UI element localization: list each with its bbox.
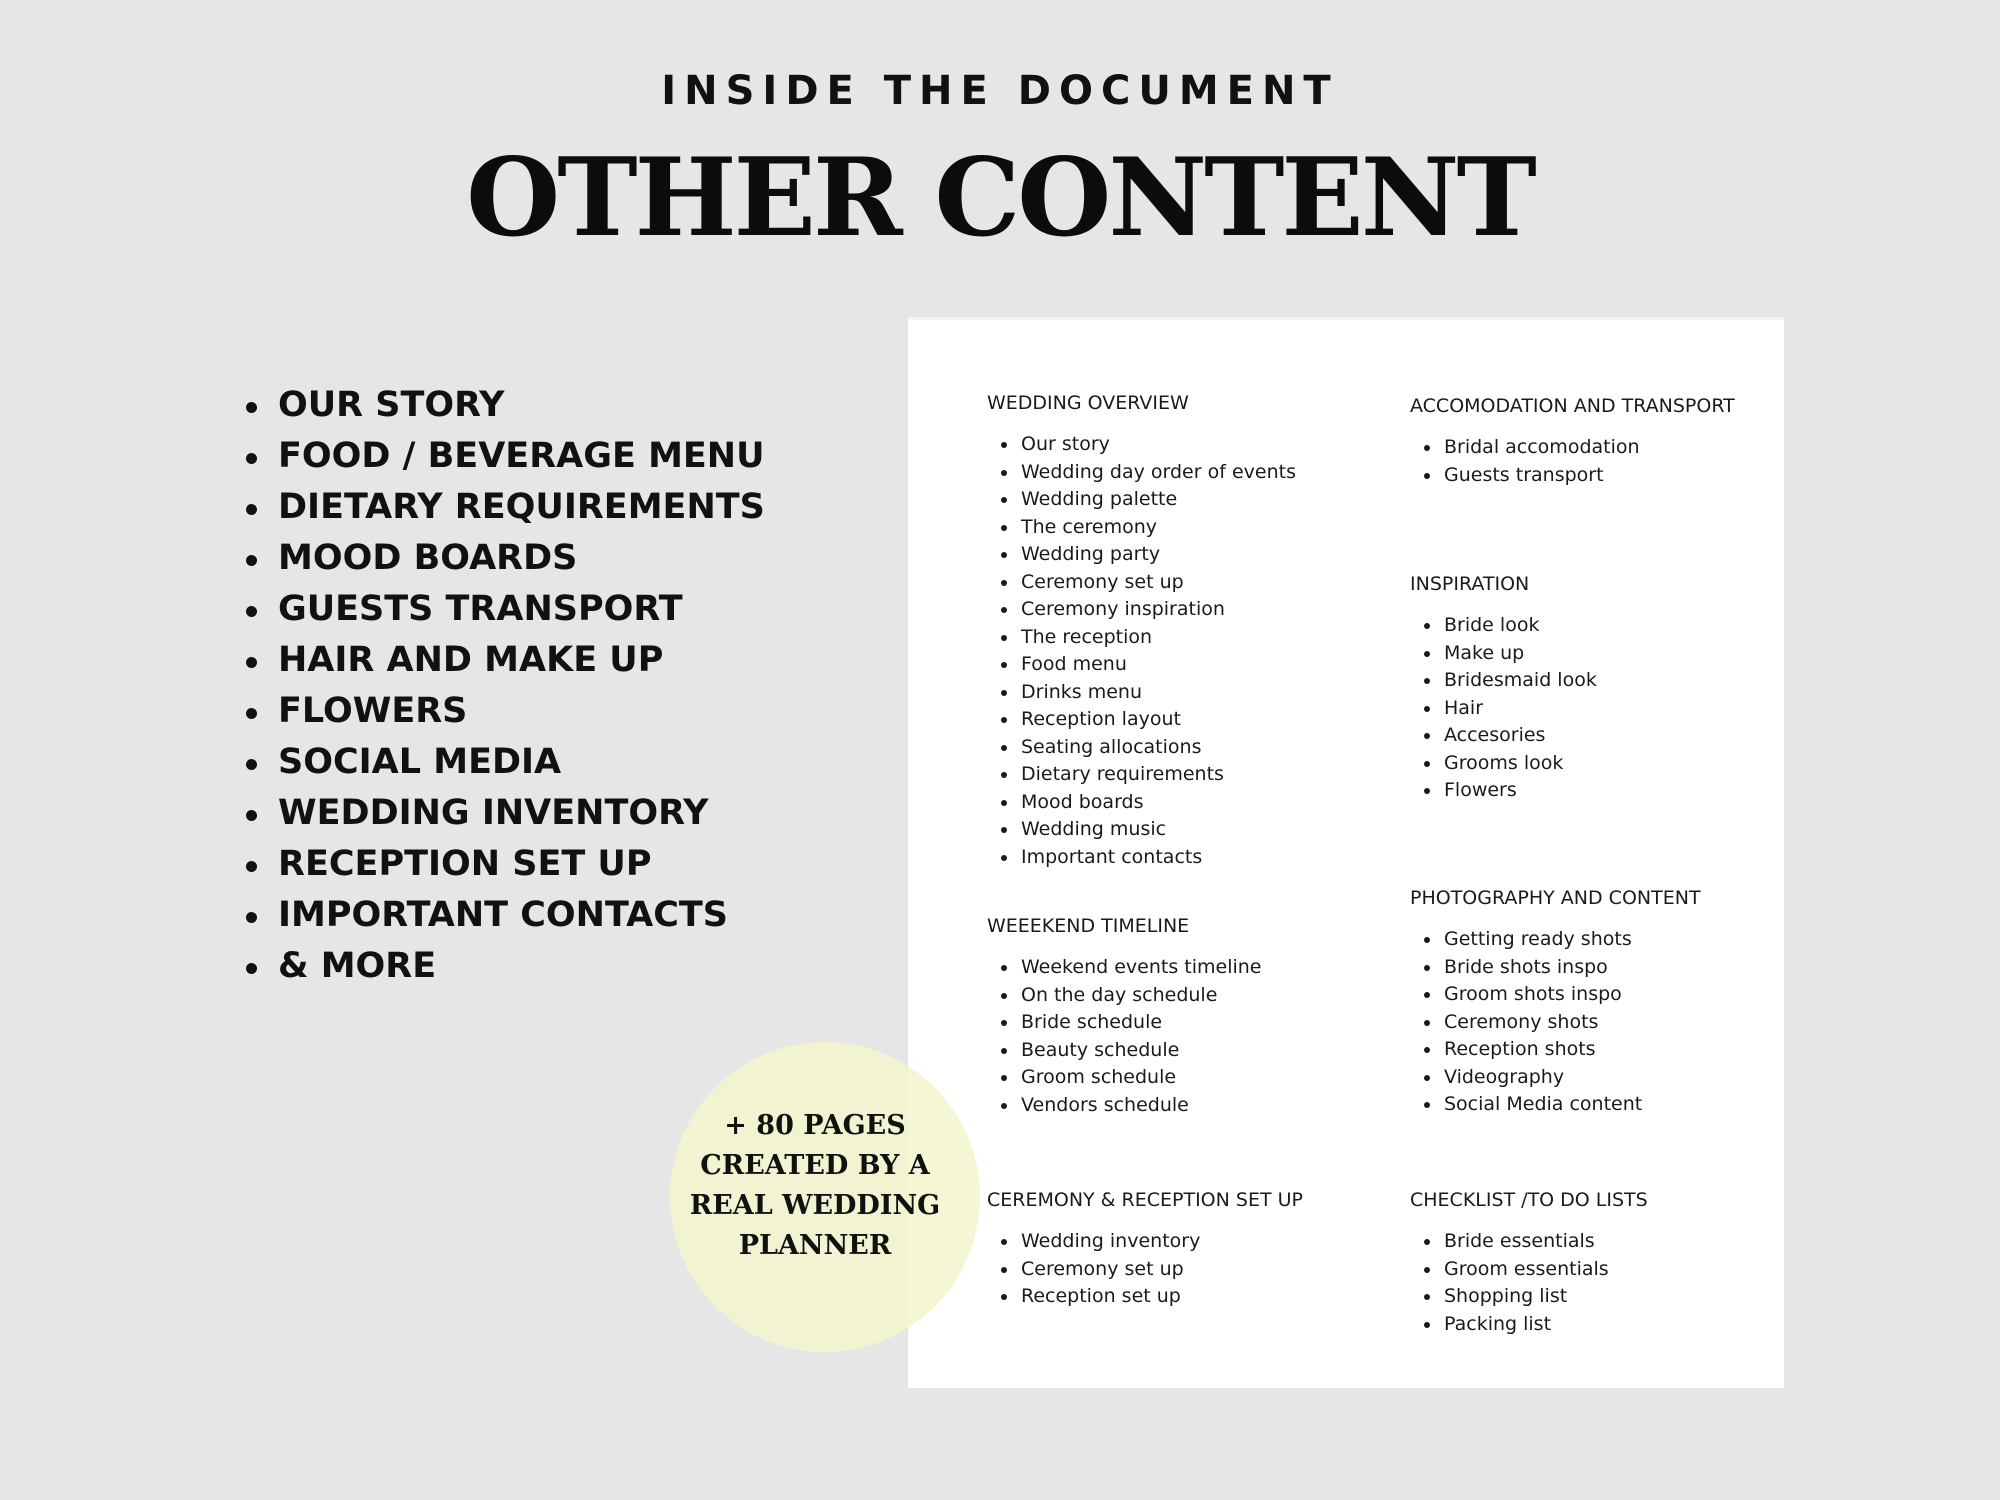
list-item: Packing list (1410, 1311, 1810, 1339)
section-heading: CEREMONY & RECEPTION SET UP (987, 1189, 1303, 1211)
list-item: MOOD BOARDS (242, 533, 765, 584)
list-item: Drinks menu (987, 679, 1387, 707)
section-checklist (1410, 1187, 1810, 1338)
list-item: Reception set up (987, 1283, 1387, 1311)
list-item: Guests transport (1410, 462, 1810, 490)
list-item: Ceremony set up (987, 569, 1387, 597)
section-heading: PHOTOGRAPHY AND CONTENT (1410, 887, 1701, 909)
page-title: OTHER CONTENT (466, 135, 1534, 261)
list-item: Reception shots (1410, 1036, 1810, 1064)
list-item: Ceremony set up (987, 1256, 1387, 1284)
badge-line: PLANNER (738, 1230, 892, 1261)
section-inspiration (1410, 571, 1810, 805)
pages-badge (670, 1042, 980, 1352)
section-heading: WEDDING OVERVIEW (987, 392, 1189, 414)
list-item: Bride schedule (987, 1009, 1387, 1037)
badge-line: CREATED BY A (700, 1150, 930, 1181)
list-item: Getting ready shots (1410, 926, 1810, 954)
section-list (987, 431, 1387, 871)
list-item: Bride look (1410, 612, 1810, 640)
list-item: Make up (1410, 640, 1810, 668)
list-item: Our story (987, 431, 1387, 459)
list-item: Wedding day order of events (987, 459, 1387, 487)
list-item: Bride shots inspo (1410, 954, 1810, 982)
list-item: Social Media content (1410, 1091, 1810, 1119)
list-item: Vendors schedule (987, 1092, 1387, 1120)
list-item: Beauty schedule (987, 1037, 1387, 1065)
badge-line: + 80 PAGES (724, 1110, 906, 1141)
badge-line: REAL WEDDING (689, 1190, 941, 1221)
list-item: GUESTS TRANSPORT (242, 584, 765, 635)
list-item: Ceremony inspiration (987, 596, 1387, 624)
badge-text (685, 1106, 945, 1266)
section-list (1410, 612, 1810, 805)
list-item: OUR STORY (242, 380, 765, 431)
list-item: Groom schedule (987, 1064, 1387, 1092)
list-item: Videography (1410, 1064, 1810, 1092)
section-list (987, 1228, 1387, 1311)
section-weekend-timeline (987, 913, 1387, 1119)
list-item: The ceremony (987, 514, 1387, 542)
page-kicker: INSIDE THE DOCUMENT (661, 68, 1339, 114)
list-item: Flowers (1410, 777, 1810, 805)
section-ceremony-reception-set-up (987, 1187, 1387, 1311)
list-item: & MORE (242, 941, 765, 992)
list-item: Bridesmaid look (1410, 667, 1810, 695)
list-item: Mood boards (987, 789, 1387, 817)
list-item: Important contacts (987, 844, 1387, 872)
section-heading: WEEEKEND TIMELINE (987, 915, 1190, 937)
section-wedding-overview (987, 390, 1387, 871)
list-item: On the day schedule (987, 982, 1387, 1010)
list-item: Bride essentials (1410, 1228, 1810, 1256)
list-item: SOCIAL MEDIA (242, 737, 765, 788)
list-item: Accesories (1410, 722, 1810, 750)
list-item: Dietary requirements (987, 761, 1387, 789)
list-item: The reception (987, 624, 1387, 652)
list-item: Wedding palette (987, 486, 1387, 514)
list-item: Wedding inventory (987, 1228, 1387, 1256)
section-heading: INSPIRATION (1410, 573, 1530, 595)
list-item: Groom essentials (1410, 1256, 1810, 1284)
section-photography-content (1410, 885, 1810, 1119)
list-item: Groom shots inspo (1410, 981, 1810, 1009)
list-item: Shopping list (1410, 1283, 1810, 1311)
feature-list (242, 380, 765, 992)
section-accomodation-transport (1410, 393, 1810, 489)
list-item: Seating allocations (987, 734, 1387, 762)
list-item: FLOWERS (242, 686, 765, 737)
list-item: Wedding music (987, 816, 1387, 844)
document-preview-card (908, 320, 1784, 1388)
list-item: HAIR AND MAKE UP (242, 635, 765, 686)
section-list (1410, 434, 1810, 489)
list-item: Ceremony shots (1410, 1009, 1810, 1037)
section-heading: CHECKLIST /TO DO LISTS (1410, 1189, 1648, 1211)
section-list (1410, 1228, 1810, 1338)
section-list (987, 954, 1387, 1119)
list-item: Food menu (987, 651, 1387, 679)
list-item: RECEPTION SET UP (242, 839, 765, 890)
list-item: Hair (1410, 695, 1810, 723)
list-item: Reception layout (987, 706, 1387, 734)
section-list (1410, 926, 1810, 1119)
list-item: Wedding party (987, 541, 1387, 569)
list-item: Grooms look (1410, 750, 1810, 778)
list-item: Bridal accomodation (1410, 434, 1810, 462)
list-item: WEDDING INVENTORY (242, 788, 765, 839)
list-item: Weekend events timeline (987, 954, 1387, 982)
section-heading: ACCOMODATION AND TRANSPORT (1410, 395, 1735, 417)
list-item: IMPORTANT CONTACTS (242, 890, 765, 941)
list-item: DIETARY REQUIREMENTS (242, 482, 765, 533)
list-item: FOOD / BEVERAGE MENU (242, 431, 765, 482)
